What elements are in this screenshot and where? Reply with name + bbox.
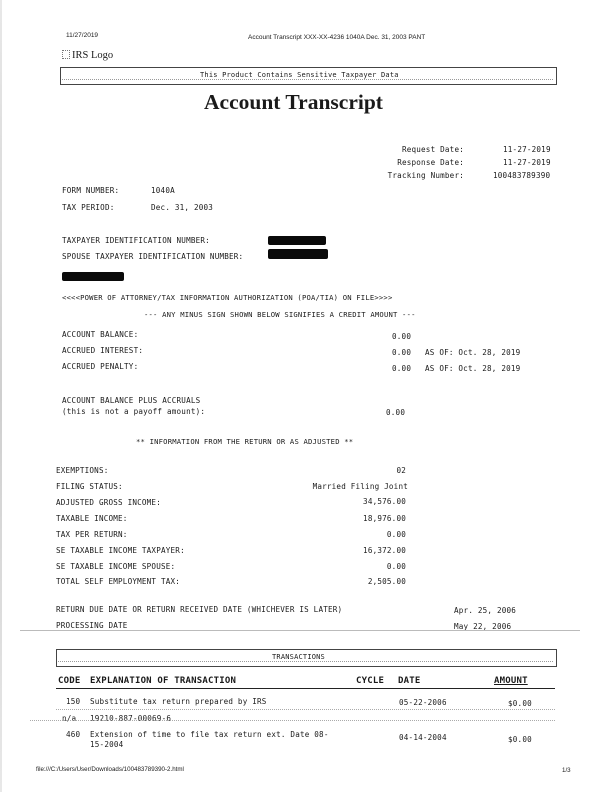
col-header-date: DATE: [398, 676, 421, 686]
transactions-banner-rule: [58, 661, 553, 662]
se-income-spouse-label: SE TAXABLE INCOME SPOUSE:: [56, 562, 176, 571]
row-rule: [56, 709, 555, 710]
request-date: 11-27-2019: [503, 145, 551, 154]
col-header-explanation: EXPLANATION OF TRANSACTION: [90, 676, 237, 686]
request-date-label: Request Date:: [401, 145, 464, 154]
account-balance-value: 0.00: [392, 332, 412, 341]
name-redaction: [62, 272, 124, 281]
se-income-spouse-value: 0.00: [386, 562, 406, 571]
print-footer-page: 1/3: [562, 767, 571, 774]
agi-value: 34,576.00: [363, 497, 406, 506]
row-amount: $0.00: [508, 735, 532, 744]
row-explanation: Extension of time to file tax return ext. Date 08-: [90, 730, 329, 739]
tax-period-label: TAX PERIOD:: [62, 203, 115, 212]
form-number: 1040A: [151, 186, 175, 195]
row-explanation: Substitute tax return prepared by IRS: [90, 697, 267, 706]
minus-sign-notice: --- ANY MINUS SIGN SHOWN BELOW SIGNIFIES A CREDIT AMOUNT ---: [144, 310, 416, 319]
return-due-label: RETURN DUE DATE OR RETURN RECEIVED DATE (WHICHEVER IS LATER): [56, 605, 343, 614]
row-code: n/a: [62, 714, 77, 723]
tax-period: Dec. 31, 2003: [151, 203, 214, 212]
row-date: 05-22-2006: [399, 698, 447, 707]
print-date: 11/27/2019: [66, 32, 99, 39]
agi-label: ADJUSTED GROSS INCOME:: [56, 498, 161, 507]
accrued-interest-label: ACCRUED INTEREST:: [62, 346, 144, 355]
tin-redaction: [268, 236, 326, 245]
row-code: 460: [66, 730, 81, 739]
row-rule: [30, 720, 555, 721]
info-heading: ** INFORMATION FROM THE RETURN OR AS ADJUSTED **: [136, 437, 354, 446]
tin-label: TAXPAYER IDENTIFICATION NUMBER:: [62, 236, 210, 245]
spouse-tin-redaction: [268, 249, 328, 259]
processing-date-label: PROCESSING DATE: [56, 621, 128, 630]
se-income-taxpayer-value: 16,372.00: [363, 546, 406, 555]
exemptions-label: EXEMPTIONS:: [56, 466, 109, 475]
col-header-cycle: CYCLE: [356, 676, 385, 686]
tracking-number-label: Tracking Number:: [387, 171, 464, 180]
accrued-penalty-label: ACCRUED PENALTY:: [62, 362, 139, 371]
col-header-code: CODE: [58, 676, 81, 686]
row-explanation: 19210-887-00069-6: [90, 714, 172, 723]
row-amount: $0.00: [508, 699, 532, 708]
row-explanation-continued: 15-2004: [90, 740, 124, 749]
se-tax-label: TOTAL SELF EMPLOYMENT TAX:: [56, 577, 181, 586]
payoff-label-1: ACCOUNT BALANCE PLUS ACCRUALS: [62, 396, 201, 405]
broken-image-icon: [62, 50, 70, 59]
accrued-penalty-asof: AS OF: Oct. 28, 2019: [425, 364, 521, 373]
irs-logo-alt-text: IRS Logo: [72, 50, 114, 61]
response-date-label: Response Date:: [397, 158, 464, 167]
taxable-income-value: 18,976.00: [363, 514, 406, 523]
accrued-penalty-value: 0.00: [392, 364, 412, 373]
payoff-value: 0.00: [386, 408, 406, 417]
taxable-income-label: TAXABLE INCOME:: [56, 514, 128, 523]
tax-per-return-label: TAX PER RETURN:: [56, 530, 128, 539]
banner-inner-rule: [62, 79, 553, 80]
tax-per-return-value: 0.00: [386, 530, 406, 539]
header-rule: [56, 688, 555, 689]
spouse-tin-label: SPOUSE TAXPAYER IDENTIFICATION NUMBER:: [62, 252, 244, 261]
response-date: 11-27-2019: [503, 158, 551, 167]
page-title: Account Transcript: [204, 90, 383, 114]
accrued-interest-asof: AS OF: Oct. 28, 2019: [425, 348, 521, 357]
col-header-amount: AMOUNT: [494, 676, 528, 686]
print-footer-path: file:///C:/Users/User/Downloads/100483789390-2.html: [36, 766, 184, 773]
filing-status-label: FILING STATUS:: [56, 482, 123, 491]
print-title: Account Transcript XXX-XX-4236 1040A Dec. 31, 2003 PANT: [248, 34, 426, 41]
se-income-taxpayer-label: SE TAXABLE INCOME TAXPAYER:: [56, 546, 185, 555]
transactions-banner-text: TRANSACTIONS: [272, 653, 325, 661]
dates-rule: [20, 630, 580, 631]
filing-status-value: Married Filing Joint: [312, 482, 408, 491]
processing-date: May 22, 2006: [454, 622, 512, 631]
accrued-interest-value: 0.00: [392, 348, 412, 357]
sensitive-banner-text: This Product Contains Sensitive Taxpayer Data: [200, 71, 399, 79]
form-number-label: FORM NUMBER:: [62, 186, 120, 195]
poa-notice: <<<<POWER OF ATTORNEY/TAX INFORMATION AUTHORIZATION (POA/TIA) ON FILE>>>>: [62, 293, 393, 302]
return-due-date: Apr. 25, 2006: [454, 606, 517, 615]
row-code: 150: [66, 697, 81, 706]
se-tax-value: 2,505.00: [367, 577, 406, 586]
row-date: 04-14-2004: [399, 733, 447, 742]
tracking-number: 100483789390: [493, 171, 551, 180]
payoff-label-2: (this is not a payoff amount):: [62, 407, 206, 416]
exemptions-value: 02: [396, 466, 406, 475]
account-balance-label: ACCOUNT BALANCE:: [62, 330, 139, 339]
scan-edge: [0, 0, 2, 792]
irs-logo: [62, 50, 113, 61]
